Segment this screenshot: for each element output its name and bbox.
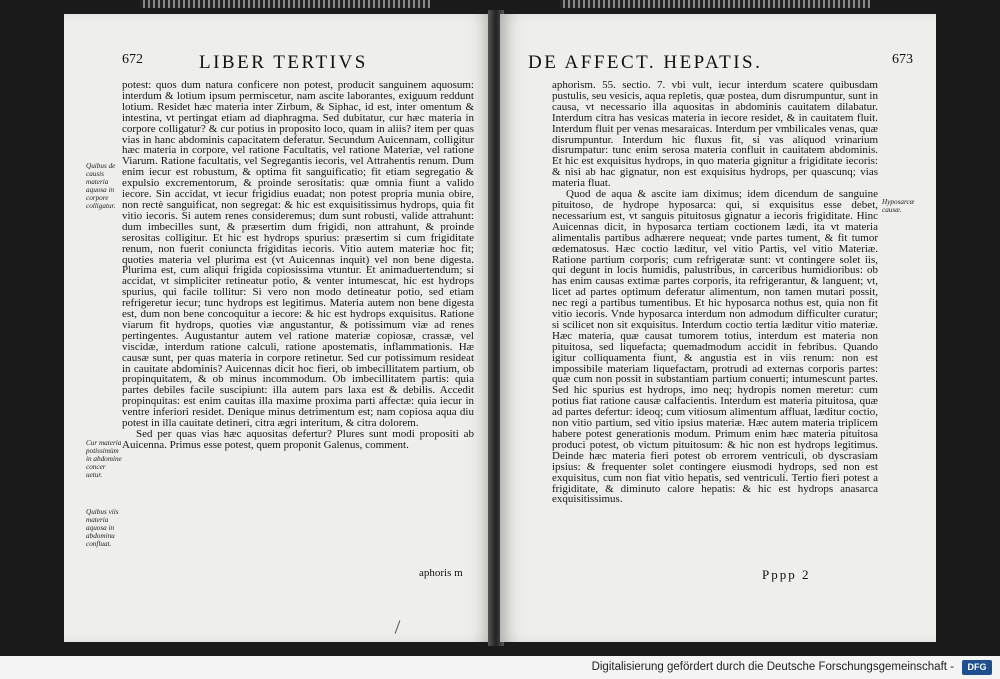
marginal-note-3: Quibus viis materia aquosa in abdominu confluat. <box>86 508 119 548</box>
footer-credit: Digitalisierung gefördert durch die Deutsche Forschungsgemeinschaft - <box>591 661 954 673</box>
left-catchword: aphoris m <box>419 567 463 579</box>
right-body-text <box>552 80 878 505</box>
top-ornament-right <box>560 0 870 8</box>
dfg-logo: DFG <box>962 660 992 675</box>
footer-bar <box>0 656 1000 679</box>
right-page-number: 673 <box>892 52 913 67</box>
right-paragraph-2: Quod de aqua & ascite iam diximus; idem dicendum de sanguine pituitoso, de hydrope hyposarca: qui, si exquisitus esse debet, necessarium est, vt sanguis pituitosus gignatur a iecoris frigiditate. Hinc Auicennas dicit, in hyposarca tertiam coctionem lædi, ita vt materia alimentalis partibus adhærere nequeat; vnde partes tument, & fit tumor œdematosus. Hæc coctio læditur, vel vitio Partis, vel vitio Materiæ. Ratione partium corporis; cum refrigeratæ sunt: vt contingere solet iis, qui degunt in locis humidis, palustribus, in carceribus humidioribus: ob has enim causas extimæ partes corporis, ita refrigerantur, & languent; vt, licet ad partes optimum deferatur alimentum, non tamen mutari possit, nec regi a partibus tumentibus. Et hic hyposarca nothus est, quia non fit vitio iecoris. Vnde hyposarca interdum non admodum difficulter curatur; si scilicet non sit exquisitus. Interdum coctio tertia læditur vitio materiæ. Hæc materia, quæ causat tumorem totius, interdum est materia non pituitosa, sed liquefacta; quemadmodum accidit in febribus. Quando igitur colliquamenta fiunt, & angustia est in viis renum: non est impossibile materiam liquefactam, protrudi ad externas corporis partes: quæ cum non possit in substantiam partium conuerti; intumescunt partes. Sed hic spurius est hydrops, imo neq; hydropis nomen meretur: cum potius fiat ratione causæ calfacientis. Interdum est materia pituitosa, quæ ad partes defertur: ideoq; cum vitiosum alimentum affluat, læditur coctio, non vitio partium, sed vitio ipsius materiæ. Hæc autem materia triplicem habere potest generationis modum. Primum enim hæc materia pituitosa produci potest, ob victum pituitosum: & hic non est hydrops legitimus. Deinde hæc materia fieri potest ob errorem ventriculi, ob dyscrasiam ipsius: & frequenter solet contingere eiusmodi hydrops, sed non est exquisitus, cum non fiat vitio hepatis, sed ventriculi. Tertio fieri potest a frigiditate, & diminuto calore hepatis: & hic est hydrops anasarca exquisitissimus. <box>552 188 878 506</box>
right-page <box>500 14 936 642</box>
left-paragraph-2: Sed per quas vias hæc aquositas defertur? Plures sunt modi propositi ab Auicenna. Primus esse potest, quem proponit Galenus, comment. <box>122 428 474 451</box>
left-page <box>64 14 492 642</box>
marginal-note-2: Cur materia potissimùm in abdomine concer uetur. <box>86 439 122 479</box>
left-body-text <box>122 80 474 451</box>
left-running-title: LIBER TERTIVS <box>199 52 368 73</box>
right-running-title: DE AFFECT. HEPATIS. <box>528 52 763 73</box>
right-paragraph-1: aphorism. 55. sectio. 7. vbi vult, iecur interdum scatere quibusdam pustulis, seu vesicis, aqua repletis, quæ postea, dum disrumpuntur, sunt in causa, vt necessario illa aquositas in abdominis cauitatem dilabatur. Interdum citra has vesicas materia in iecore residet, & in cauitatem fluit. Interdum fluit per venas mesaraicas. Interdum per vmbilicales venas, quæ disrumpuntur. Interdum hic fluxus fit, si vas aliquod vrinarium disrumpatur: tunc enim serosa materia confluit in cauitatem abdominis. Et hic est exquisitus hydrops, in quo materia gignitur a frigiditate iecoris: & nisi ab hac gignatur, non est exquisitus hydrops, per quascunq; vias materia fluat. <box>552 79 878 190</box>
top-ornament-left <box>140 0 430 8</box>
signature-mark: Pppp 2 <box>762 567 811 582</box>
marginal-note-hyposarca: Hyposarcæ causæ. <box>882 198 915 214</box>
left-page-number: 672 <box>122 52 143 67</box>
marginal-note-1: Quibus de causis materia aquosa in corpore colligatur. <box>86 162 116 210</box>
left-paragraph-1: potest: quos dum natura conficere non potest, producit sanguinem aquosum: interdum & lotium ipsum permiscetur, nam ascite laborantes, exiguum reddunt lotium. Residet hæc materia inter Zirbum, & Siphac, id est, inter omentum & intestina, vt pertingat etiam ad diaphragma. Sed dubitatur, cur hæc materia in corpore colligatur? & cur potius in proposito loco, quam in aliis? item per quas vias in hanc abdominis capacitatem deferatur. Secundum Auicennam, colligitur hæc materia in corpore, vel ratione Facultatis, vel ratione Materiæ, vel ratione Viarum. Ratione facultatis, vel Segregantis iecoris, vel Attrahentis renum. Dum enim iecur est robustum, & optima fit sanguificatio; fit etiam segregatio & expulsio excrementorum, & proinde serositatis: quæ omnia fiunt a valido iecore. Sin accidat, vt iecur frigidius euadat; non potest propria munia obire, non rectè sanguificat, non segregat: & hic est exquisitissimus hydrops, quia fit vitio iecoris. Si autem renes consideremus; dum sunt robusti, valide attrahunt: dum imbecilles sunt, & præsertim dum frigidi, non attrahunt, & proinde serositas colligitur. Et hic est hydrops spurius: præsertim si cum frigiditate renum, non fuerit coniuncta frigiditas iecoris. Vitio autem materiæ hoc fit; quoties materia vel plurima est (vt Auicennas inquit) vel non bene digesta. Plurima est, cum aliqui frigida copiosissima vtuntur. Et animaduertendum; si accidat, vt simpliciter retineatur potio, & venter intumescat, hic est hydrops spurius, qui facile tollitur: Si vero non modo detineatur potio, sed etiam refrigeretur iecur; tunc hydrops est legitimus. Materia autem non bene digesta est, dum non bene concoquitur a iecore: & hic est hydrops exquisitus. Ratione viarum fit hydrops, quoties viæ angustantur, & potissimum viæ ad renes pertingentes. Augustantur autem vel ratione materiæ copiosæ, crassæ, vel viscidæ, interdum ratione calculi, ratione apostematis, inflammationis. Hæ causæ sunt, per quas materia in corpore retinetur. Sed cur potissimum resideat in cauitate abdominis? Auicennas dicit hoc fieri, ob imbecillitatem partium, ob propinquitatem, & ob minus incommodum. Ob imbecillitatem partis: quia partes debiles facile suscipiunt: illa autem pars laxa est & debilis. Accedit propinquitas: est enim cauitas illa maxime proxima parti affectæ: quia iecur in ventre inferiori residet. Denique minus detrimentum est; nam copiosa aqua diu potest in illa cauitate detineri, citra ægri interitum, & citra dolorem. <box>122 79 474 430</box>
